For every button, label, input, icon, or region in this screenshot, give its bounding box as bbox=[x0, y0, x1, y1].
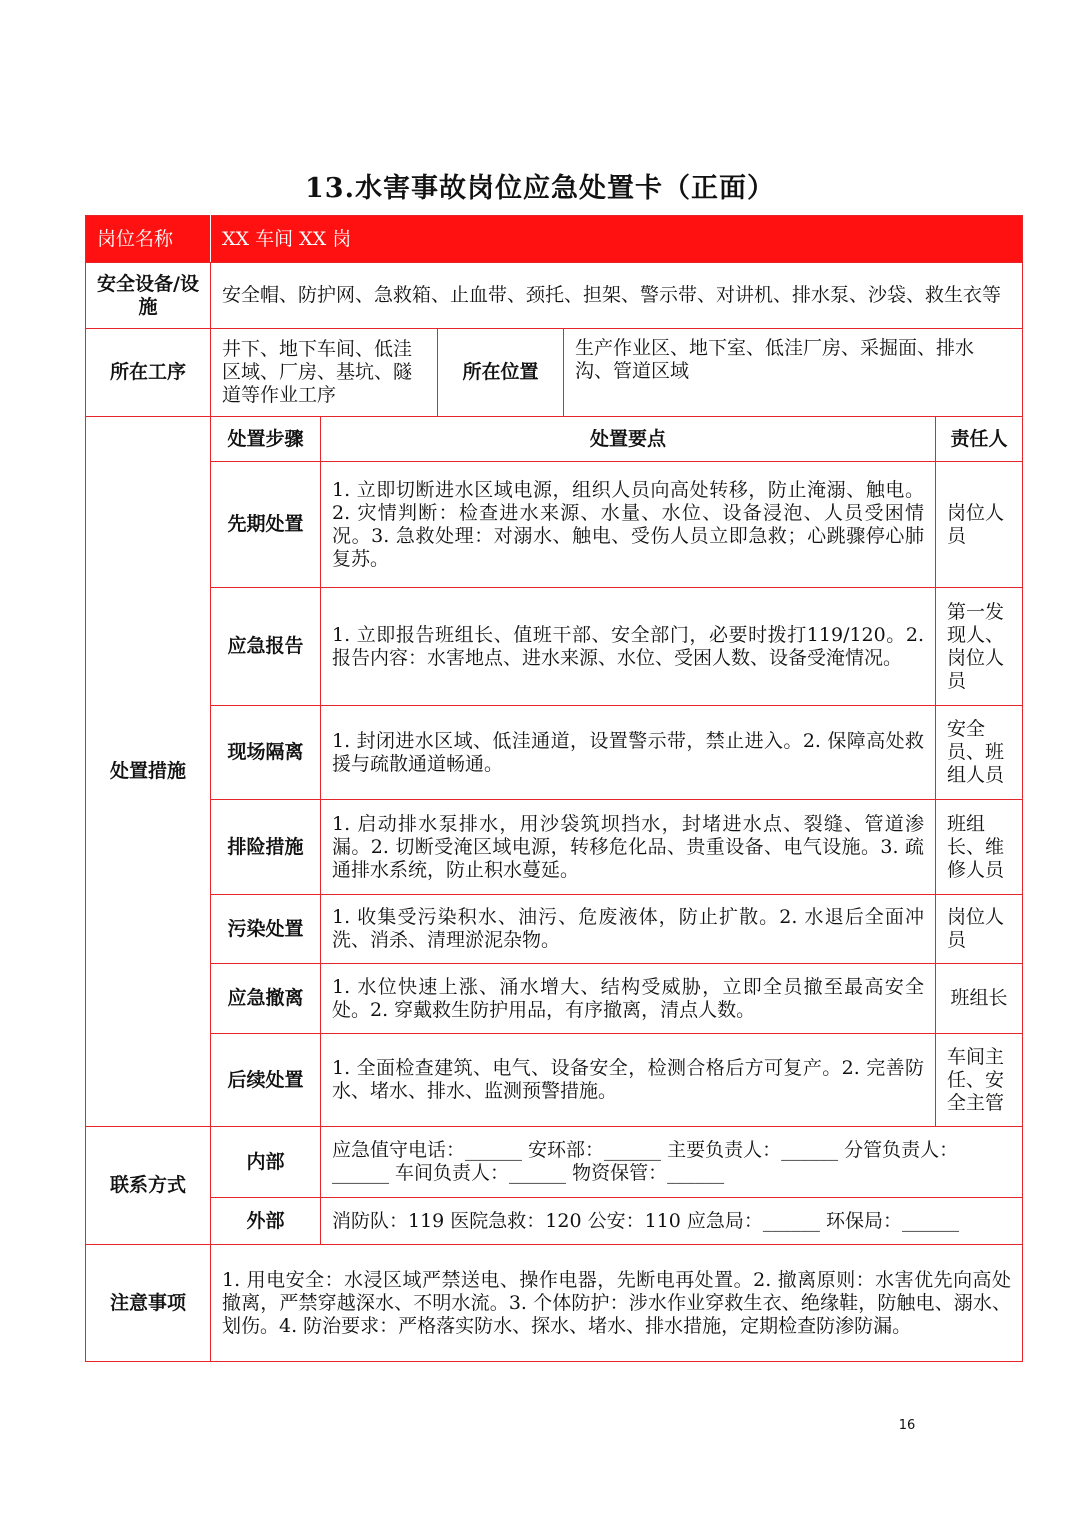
step-points: 1. 启动排水泵排水，用沙袋筑坝挡水，封堵进水点、裂缝、管道渗漏。2. 切断受淹区域电源，转移危化品、贵重设备、电气设施。3. 疏通排水系统，防止积水蔓延。 bbox=[321, 800, 936, 895]
table-row bbox=[86, 1034, 1023, 1127]
location-value: 生产作业区、地下室、低洼厂房、采掘面、排水沟、管道区域 bbox=[564, 329, 1023, 417]
step-label: 后续处置 bbox=[211, 1034, 321, 1127]
step-label: 污染处置 bbox=[211, 895, 321, 964]
equipment-label: 安全设备/设施 bbox=[86, 263, 211, 329]
measures-label: 处置措施 bbox=[86, 417, 211, 1127]
step-points: 1. 全面检查建筑、电气、设备安全，检测合格后方可复产。2. 完善防水、堵水、排水、监测预警措施。 bbox=[321, 1034, 936, 1127]
step-person: 岗位人员 bbox=[936, 895, 1023, 964]
location-label: 所在位置 bbox=[438, 329, 564, 417]
contact-internal-row bbox=[86, 1127, 1023, 1198]
step-label: 现场隔离 bbox=[211, 706, 321, 800]
table-row bbox=[86, 588, 1023, 706]
step-points: 1. 收集受污染积水、油污、危废液体，防止扩散。2. 水退后全面冲洗、消杀、清理淤泥杂物。 bbox=[321, 895, 936, 964]
page-title: 13.水害事故岗位应急处置卡（正面） bbox=[305, 173, 775, 204]
step-points: 1. 封闭进水区域、低洼通道，设置警示带，禁止进入。2. 保障高处救援与疏散通道畅通。 bbox=[321, 706, 936, 800]
table-row bbox=[86, 895, 1023, 964]
contact-external-row bbox=[86, 1198, 1023, 1245]
table-row bbox=[86, 462, 1023, 588]
notes-label: 注意事项 bbox=[86, 1245, 211, 1362]
step-points: 1. 水位快速上涨、涌水增大、结构受威胁，立即全员撤至最高安全处。2. 穿戴救生防护用品，有序撤离，清点人数。 bbox=[321, 964, 936, 1034]
emergency-card-table bbox=[85, 215, 1023, 1362]
col-person-header: 责任人 bbox=[936, 417, 1023, 462]
table-row bbox=[86, 706, 1023, 800]
table-row bbox=[86, 800, 1023, 895]
step-person: 班组长 bbox=[936, 964, 1023, 1034]
step-label: 应急撤离 bbox=[211, 964, 321, 1034]
step-label: 排险措施 bbox=[211, 800, 321, 895]
process-row bbox=[86, 329, 1023, 417]
contact-label: 联系方式 bbox=[86, 1127, 211, 1245]
step-label: 应急报告 bbox=[211, 588, 321, 706]
external-label: 外部 bbox=[211, 1198, 321, 1245]
step-points: 1. 立即切断进水区域电源，组织人员向高处转移，防止淹溺、触电。2. 灾情判断：检查进水来源、水量、水位、设备浸泡、人员受困情况。3. 急救处理：对溺水、触电、受伤人员立即急救；心跳骤停心肺复苏。 bbox=[321, 462, 936, 588]
post-name-label: 岗位名称 bbox=[86, 216, 211, 263]
step-person: 岗位人员 bbox=[936, 462, 1023, 588]
notes-value: 1. 用电安全：水浸区域严禁送电、操作电器，先断电再处置。2. 撤离原则：水害优先向高处撤离，严禁穿越深水、不明水流。3. 个体防护：涉水作业穿救生衣、绝缘鞋，防触电、溺水、划伤。4. 防治要求：严格落实防水、探水、堵水、排水措施，定期检查防渗防漏。 bbox=[211, 1245, 1023, 1362]
step-person: 车间主任、安全主管 bbox=[936, 1034, 1023, 1127]
step-points: 1. 立即报告班组长、值班干部、安全部门，必要时拨打119/120。2. 报告内容：水害地点、进水来源、水位、受困人数、设备受淹情况。 bbox=[321, 588, 936, 706]
col-step-header: 处置步骤 bbox=[211, 417, 321, 462]
notes-row bbox=[86, 1245, 1023, 1362]
step-person: 第一发现人、岗位人员 bbox=[936, 588, 1023, 706]
step-person: 安全员、班组人员 bbox=[936, 706, 1023, 800]
internal-value: 应急值守电话：______ 安环部：______ 主要负责人：______ 分管负责人：______ 车间负责人：______ 物资保管：______ bbox=[321, 1127, 1023, 1198]
step-person: 班组长、维修人员 bbox=[936, 800, 1023, 895]
equipment-row bbox=[86, 263, 1023, 329]
measures-header-row bbox=[86, 417, 1023, 462]
header-row bbox=[86, 216, 1023, 263]
process-label: 所在工序 bbox=[86, 329, 211, 417]
page-number: 16 bbox=[898, 1418, 916, 1433]
col-points-header: 处置要点 bbox=[321, 417, 936, 462]
equipment-value: 安全帽、防护网、急救箱、止血带、颈托、担架、警示带、对讲机、排水泵、沙袋、救生衣等 bbox=[211, 263, 1023, 329]
external-value: 消防队：119 医院急救：120 公安：110 应急局：______ 环保局：______ bbox=[321, 1198, 1023, 1245]
post-name-value: XX 车间 XX 岗 bbox=[211, 216, 1023, 263]
process-value: 井下、地下车间、低洼区域、厂房、基坑、隧道等作业工序 bbox=[211, 329, 438, 417]
step-label: 先期处置 bbox=[211, 462, 321, 588]
table-row bbox=[86, 964, 1023, 1034]
internal-label: 内部 bbox=[211, 1127, 321, 1198]
